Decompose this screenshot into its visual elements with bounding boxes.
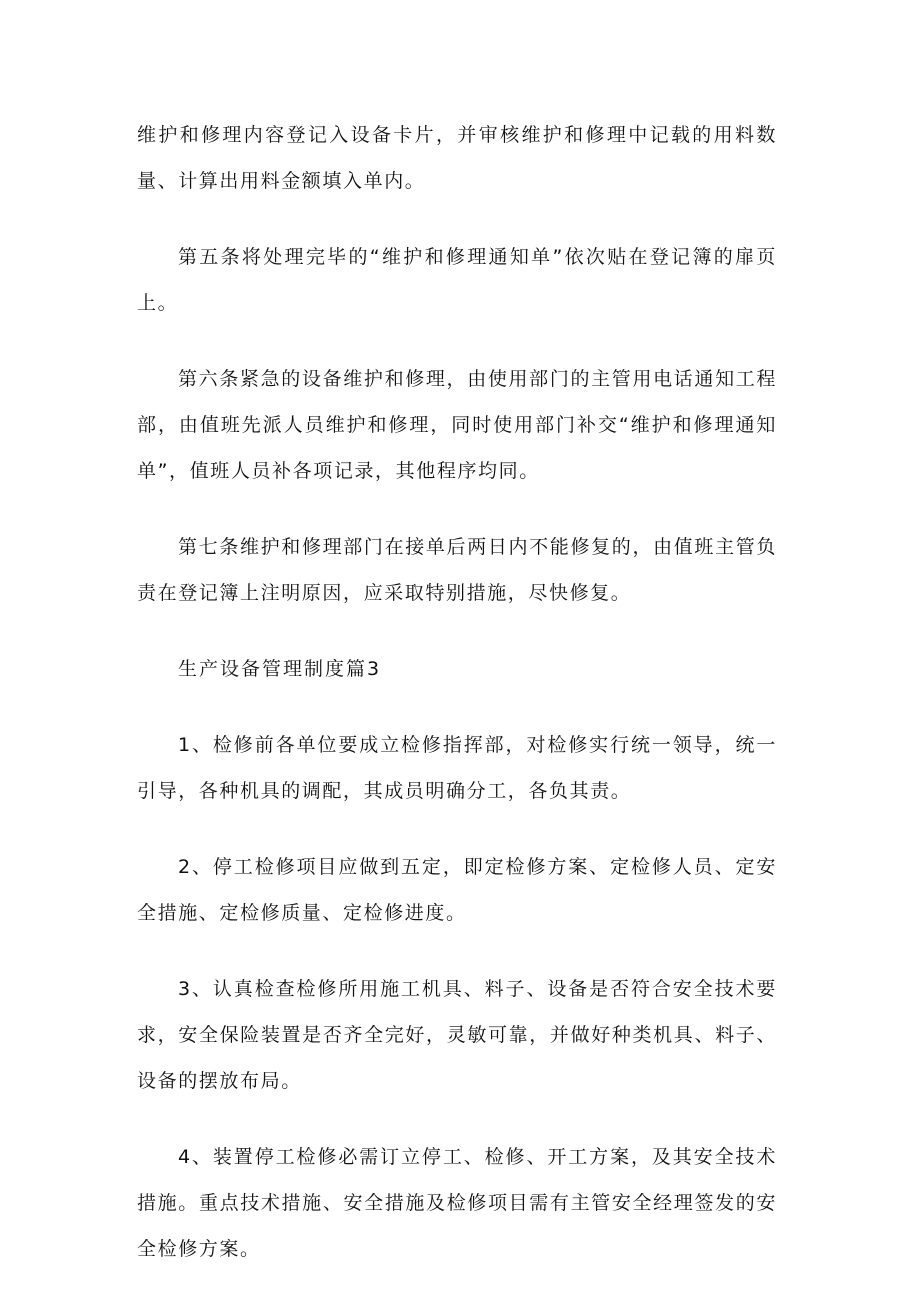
document-body <box>137 112 777 1302</box>
list-item-3: 3、认真检查检修所用施工机具、料子、设备是否符合安全技术要求，安全保险装置是否齐全完好，灵敏可靠，并做好种类机具、料子、设备的摆放布局。 <box>137 978 777 1092</box>
paragraph-article-7: 第七条维护和修理部门在接单后两日内不能修复的，由值班主管负责在登记簿上注明原因，应采取特别措施，尽快修复。 <box>137 536 777 604</box>
paragraph-continuation: 维护和修理内容登记入设备卡片，并审核维护和修理中记载的用料数量、计算出用料金额填入单内。 <box>137 124 777 192</box>
list-item-2: 2、停工检修项目应做到五定，即定检修方案、定检修人员、定安全措施、定检修质量、定检修进度。 <box>137 856 777 924</box>
list-item-4: 4、装置停工检修必需订立停工、检修、开工方案，及其安全技术措施。重点技术措施、安全措施及检修项目需有主管安全经理签发的安全检修方案。 <box>137 1146 777 1260</box>
paragraph-article-6: 第六条紧急的设备维护和修理，由使用部门的主管用电话通知工程部，由值班先派人员维护和修理，同时使用部门补交“维护和修理通知单”，值班人员补各项记录，其他程序均同。 <box>137 368 777 482</box>
list-item-1: 1、检修前各单位要成立检修指挥部，对检修实行统一领导，统一引导，各种机具的调配，其成员明确分工，各负其责。 <box>137 734 777 802</box>
paragraph-article-5: 第五条将处理完毕的“维护和修理通知单”依次贴在登记簿的扉页上。 <box>137 246 777 314</box>
section-heading: 生产设备管理制度篇3 <box>178 658 382 680</box>
